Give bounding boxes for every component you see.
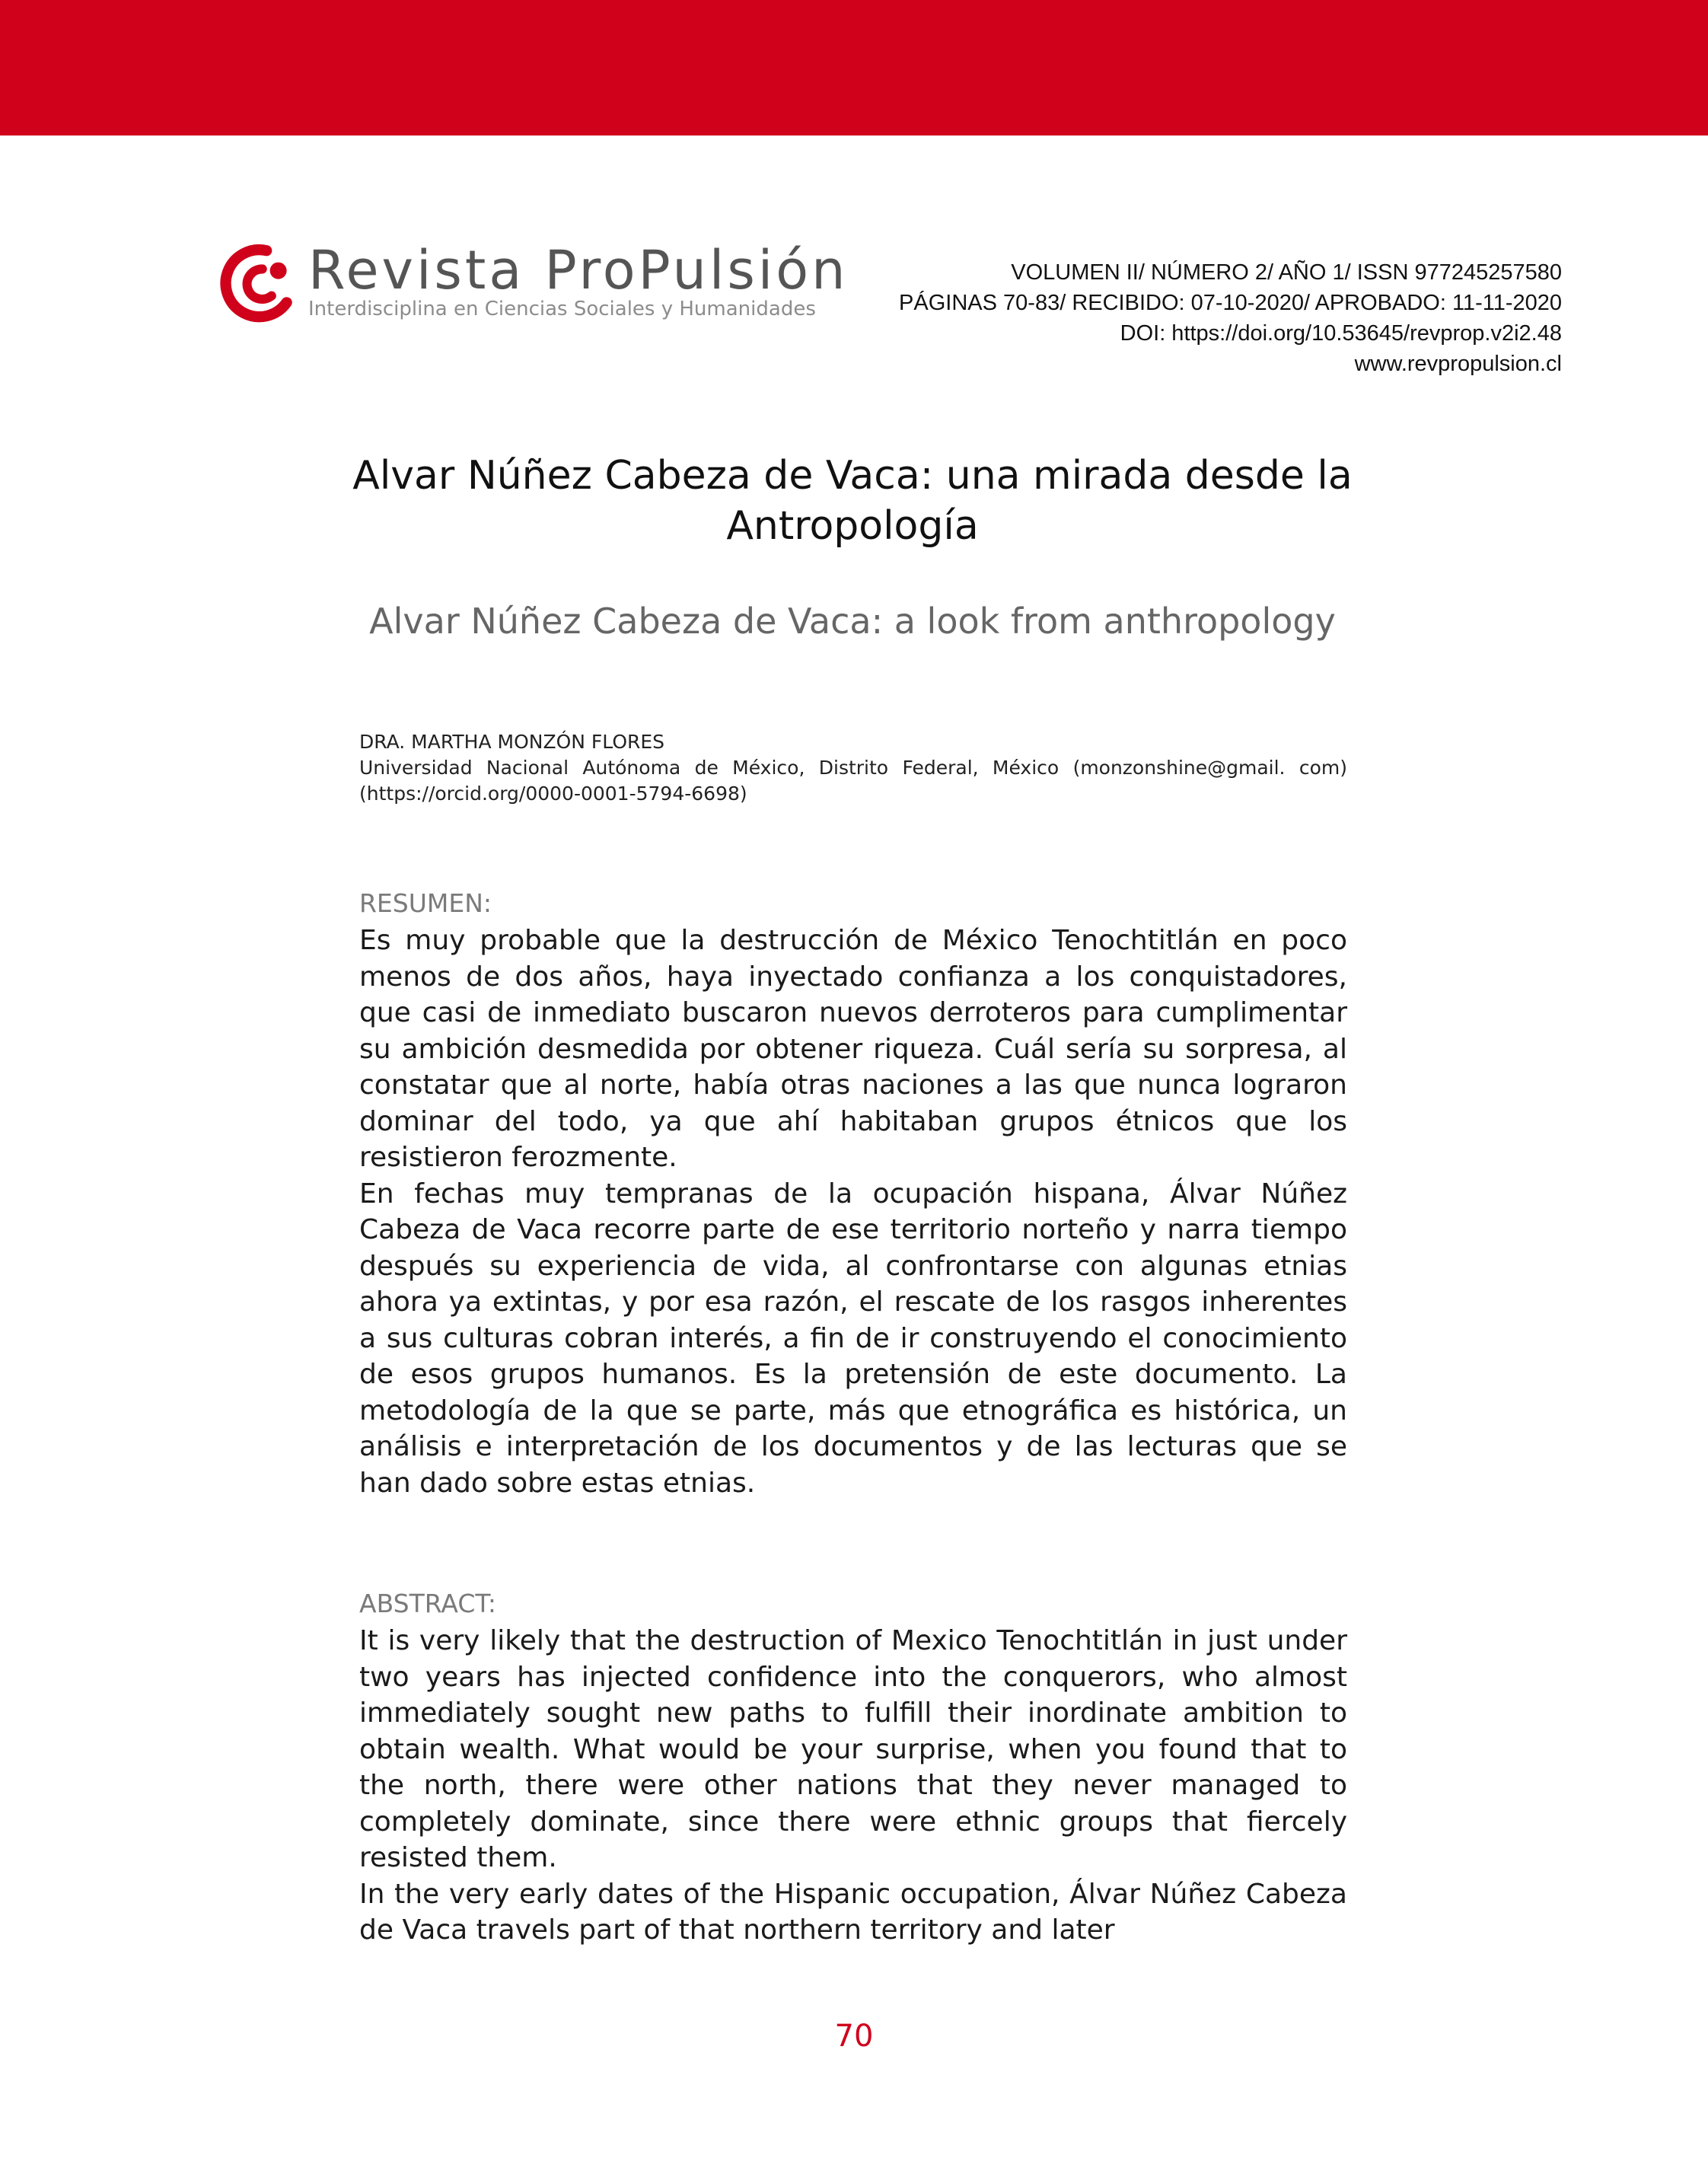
abstract-paragraph-1: It is very likely that the destruction of Mexico Tenochtitlán in just under two years has injected confidence into the conquerors, who almost immediately sought new paths to fulfill their inordinate ambition to obtain wealth. What would be your surprise, when you found that to the north, there were other nations that they never managed to completely dominate, since there were ethnic groups that fiercely resisted them. xyxy=(359,1625,1347,1873)
resumen-paragraph-1: Es muy probable que la destrucción de México Tenochtitlán en poco menos de dos años, haya inyectado confianza a los conquistadores, que casi de inmediato buscaron nuevos derroteros para cumplimentar su ambición desmedida por obtener riqueza. Cuál sería su sorpresa, al constatar que al norte, había otras naciones a las que nunca lograron dominar del todo, ya que ahí habitaban grupos étnicos que los resistieron ferozmente. xyxy=(359,925,1347,1173)
resumen-section xyxy=(359,885,1347,1501)
page-number: 70 xyxy=(834,2019,874,2054)
propulsion-c-icon xyxy=(215,241,298,324)
abstract-paragraph-2: In the very early dates of the Hispanic occupation, Álvar Núñez Cabeza de Vaca travels part of that northern territory and later xyxy=(359,1878,1347,1946)
issue-metadata xyxy=(862,257,1562,379)
article-title: Alvar Núñez Cabeza de Vaca: una mirada desde la Antropología xyxy=(352,453,1353,549)
top-color-band xyxy=(0,0,1708,135)
logo-tagline: Interdisciplina en Ciencias Sociales y Humanidades xyxy=(308,298,816,320)
meta-volume: VOLUMEN II/ NÚMERO 2/ AÑO 1/ ISSN 977245257580 xyxy=(1011,260,1562,285)
article-subtitle: Alvar Núñez Cabeza de Vaca: a look from anthropology xyxy=(369,601,1336,642)
author-block xyxy=(359,729,1347,807)
meta-website[interactable]: www.revpropulsion.cl xyxy=(1354,352,1562,376)
meta-pages-dates: PÁGINAS 70-83/ RECIBIDO: 07-10-2020/ APROBADO: 11-11-2020 xyxy=(899,291,1562,315)
abstract-heading: ABSTRACT: xyxy=(359,1589,497,1618)
journal-logo xyxy=(215,237,849,336)
resumen-heading: RESUMEN: xyxy=(359,888,492,918)
logo-wordmark: Revista ProPulsión xyxy=(308,239,849,301)
meta-doi[interactable]: DOI: https://doi.org/10.53645/revprop.v2i2.48 xyxy=(1120,321,1562,346)
resumen-paragraph-2: En fechas muy tempranas de la ocupación hispana, Álvar Núñez Cabeza de Vaca recorre parte de ese territorio norteño y narra tiempo después su experiencia de vida, al confrontarse con algunas etnias ahora ya extintas, y por esa razón, el rescate de los rasgos inherentes a sus culturas cobran interés, a fin de ir construyendo el conocimiento de esos grupos humanos. Es la pretensión de este documento. La metodología de la que se parte, más que etnográfica es histórica, un análisis e interpretación de los documentos y de las lecturas que se han dado sobre estas etnias. xyxy=(359,1178,1347,1499)
author-affiliation: Universidad Nacional Autónoma de México, Distrito Federal, México (monzonshine@gmail. com)(https://orcid.org/0000-0001-5794-6698) xyxy=(359,757,1347,805)
author-name: DRA. MARTHA MONZÓN FLORES xyxy=(359,731,665,753)
abstract-section xyxy=(359,1585,1347,1949)
